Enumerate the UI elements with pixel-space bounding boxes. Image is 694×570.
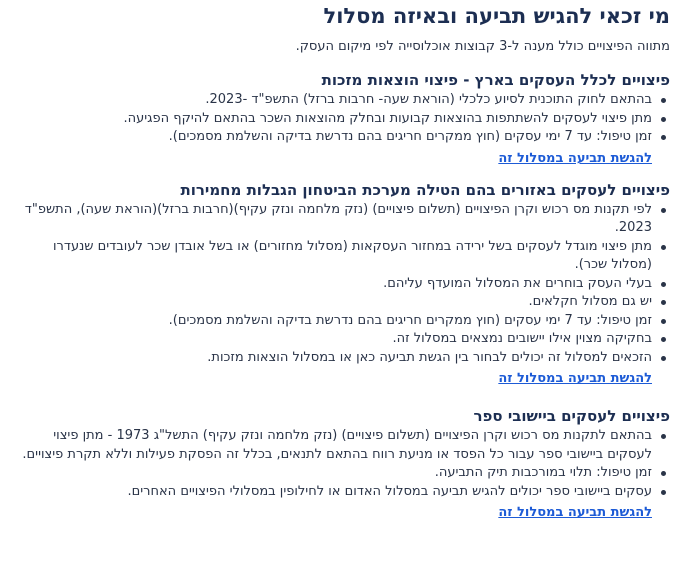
list-item-text: בהתאם לחוק התוכנית לסיוע כלכלי (הוראת שעה- חרבות ברזל) התשפ"ד -2023. [205, 92, 652, 107]
list-item-text: עסקים ביישובי ספר יכולים להגיש תביעה במסלול האדום או לחילופין במסלולי הפיצויים האחרים. [127, 483, 652, 499]
section-border-settlements [16, 406, 670, 522]
bullet-icon [661, 135, 666, 140]
list-item [16, 312, 670, 331]
bullet-icon [661, 208, 666, 213]
list-item [16, 349, 670, 368]
section-title: פיצויים לעסקים ביישובי ספר [473, 407, 670, 425]
bullet-list [16, 201, 670, 368]
list-item-text: מתן פיצוי לעסקים להשתתפות בהוצאות קבועות ובחלק מהוצאות השכר בהתאם להיקף הפגיעה. [123, 110, 652, 126]
page-title: מי זכאי להגיש תביעה ובאיזה מסלול [323, 4, 670, 28]
list-item-text: זמן טיפול: תלוי במורכבות תיק התביעה. [434, 465, 652, 480]
bullet-icon [661, 300, 666, 305]
list-item-text: יש גם מסלול חקלאים. [528, 294, 652, 309]
list-item [16, 483, 670, 502]
submit-claim-link[interactable]: להגשת תביעה במסלול זה [498, 371, 652, 386]
section-title: פיצויים לכלל העסקים בארץ - פיצוי הוצאות מזכות [321, 71, 670, 89]
section-restricted-areas [16, 180, 670, 389]
bullet-icon [661, 117, 666, 122]
bullet-icon [661, 319, 666, 324]
submit-claim-link[interactable]: להגשת תביעה במסלול זה [498, 150, 652, 166]
list-item-text: בהתאם לתקנות מס רכוש וקרן הפיצויים (תשלום פיצויים) (נזק מלחמה ונזק עקיף) התשל"ג 1973 - מתן פיצוי לעסקים ביישובי ספר עבור כל הפסד או מניעת רווח בהתאם לתנאים, בכלל זה הפסקת פעילות וללא תקרת פיצויים. [22, 428, 652, 462]
list-item [16, 427, 670, 464]
intro-text: מתווה הפיצויים כולל מענה ל-3 קבוצות אוכלוסייה לפי מיקום העסק. [295, 39, 670, 54]
list-item-text: הזכאים למסלול זה יכולים לבחור בין הגשת תביעה כאן או במסלול הוצאות מזכות. [207, 349, 652, 365]
bullet-icon [661, 434, 666, 439]
list-item-text: בעלי העסק בוחרים את המסלול המועדף עליהם. [383, 275, 652, 291]
submit-claim-link[interactable]: להגשת תביעה במסלול זה [498, 505, 652, 520]
bullet-icon [661, 98, 666, 103]
list-item-text: זמן טיפול: עד 7 ימי עסקים (חוץ ממקרים חריגים בהם נדרשת בדיקה והשלמת מסמכים). [168, 129, 652, 144]
bullet-icon [661, 245, 666, 250]
list-item-text: מתן פיצוי מוגדל לעסקים בשל ירידה במחזור העסקאות (מסלול מחזורים) או בשל אובדן שכר לעובדים שנעדרו (מסלול שכר). [52, 238, 652, 272]
bullet-icon [661, 471, 666, 476]
list-item-text: לפי תקנות מס רכוש וקרן הפיצויים (תשלום פיצויים) (נזק מלחמה ונזק עקיף)(חרבות ברזל)(הוראת שעה), התשפ"ד 2023. [24, 201, 652, 235]
section-qualifying-expenses [16, 70, 670, 168]
list-item [16, 293, 670, 312]
bullet-list [16, 91, 670, 147]
list-item [16, 275, 670, 294]
list-item [16, 91, 670, 110]
bullet-icon [661, 337, 666, 342]
bullet-icon [661, 282, 666, 287]
list-item-text: בחקיקה מצוין אילו יישובים נמצאים במסלול זה. [392, 331, 652, 346]
list-item [16, 201, 670, 238]
bullet-icon [661, 356, 666, 361]
list-item [16, 330, 670, 349]
section-title: פיצויים לעסקים באזורים בהם הטילה מערכת הביטחון הגבלות מחמירות [180, 180, 670, 199]
list-item [16, 110, 670, 129]
list-item [16, 238, 670, 275]
bullet-icon [661, 490, 666, 495]
bullet-list [16, 427, 670, 501]
list-item [16, 128, 670, 147]
list-item [16, 464, 670, 483]
list-item-text: זמן טיפול: עד 7 ימי עסקים (חוץ ממקרים חריגים בהם נדרשת בדיקה והשלמת מסמכים). [168, 312, 652, 328]
